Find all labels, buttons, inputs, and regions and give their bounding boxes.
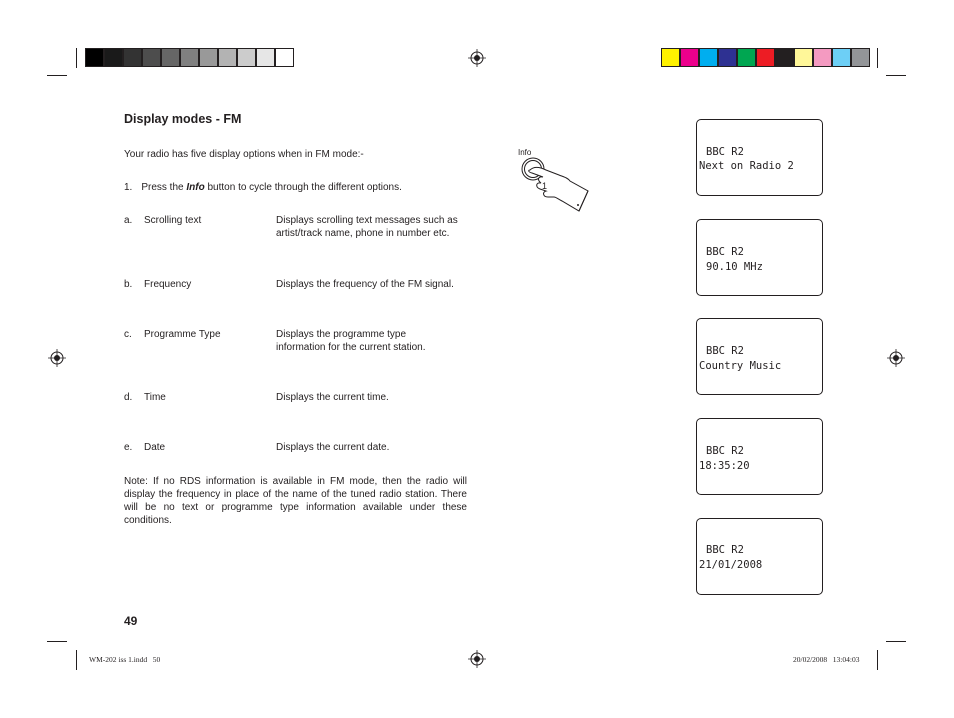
process-color-bar — [661, 48, 870, 67]
option-description-line: Displays scrolling text messages such as — [276, 215, 458, 226]
color-swatch — [85, 48, 104, 67]
color-swatch — [718, 48, 737, 67]
crop-mark — [47, 75, 67, 76]
lcd-display-scrolling-text — [696, 119, 823, 196]
color-swatch — [737, 48, 756, 67]
option-label: Programme Type — [144, 329, 221, 340]
option-description-line: Displays the programme type — [276, 329, 407, 340]
grayscale-color-bar — [85, 48, 294, 67]
step-text-after: button to cycle through the different options. — [204, 182, 402, 193]
crop-mark — [886, 641, 906, 642]
page-number: 49 — [124, 614, 138, 628]
color-swatch — [661, 48, 680, 67]
lcd-display-programme-type — [696, 318, 823, 395]
color-swatch — [813, 48, 832, 67]
crop-mark — [877, 48, 878, 68]
color-swatch — [699, 48, 718, 67]
option-label: Date — [144, 442, 166, 453]
option-description — [276, 328, 426, 354]
lcd-line-1: BBC R2 — [706, 345, 744, 357]
color-swatch — [680, 48, 699, 67]
slug-filename: WM-202 iss 1.indd 50 — [89, 655, 161, 664]
crop-mark — [76, 48, 77, 68]
crop-mark — [886, 75, 906, 76]
registration-mark-icon — [48, 349, 66, 367]
press-count-label: 1 — [542, 181, 548, 191]
crop-mark — [47, 641, 67, 642]
lcd-line-1: BBC R2 — [706, 445, 744, 457]
lcd-line-1: BBC R2 — [706, 246, 744, 258]
lcd-line-2: Country Music — [699, 360, 782, 372]
color-swatch — [142, 48, 161, 67]
option-description — [276, 278, 454, 291]
step-text-before: Press the — [141, 182, 187, 193]
option-letter: e. — [124, 442, 133, 453]
lcd-display-date — [696, 518, 823, 595]
color-swatch — [775, 48, 794, 67]
page-heading: Display modes - FM — [124, 112, 242, 126]
color-swatch — [756, 48, 775, 67]
registration-mark-icon — [468, 650, 486, 668]
crop-mark — [76, 650, 77, 670]
option-description — [276, 214, 458, 240]
option-description-line: artist/track name, phone in number etc. — [276, 228, 450, 239]
option-description-line: Displays the current date. — [276, 442, 390, 453]
registration-mark-icon — [468, 49, 486, 67]
color-swatch — [161, 48, 180, 67]
option-letter: c. — [124, 329, 132, 340]
lcd-line-1: BBC R2 — [706, 146, 744, 158]
step-emphasis: Info — [186, 182, 205, 193]
option-letter: d. — [124, 392, 133, 403]
color-swatch — [237, 48, 256, 67]
color-swatch — [104, 48, 123, 67]
option-label: Frequency — [144, 279, 192, 290]
registration-mark-icon — [887, 349, 905, 367]
color-swatch — [218, 48, 237, 67]
info-button-label: Info — [518, 148, 532, 157]
info-button-illustration — [512, 145, 592, 215]
color-swatch — [123, 48, 142, 67]
color-swatch — [832, 48, 851, 67]
color-swatch — [256, 48, 275, 67]
lcd-line-2: 18:35:20 — [699, 460, 750, 472]
lcd-line-2: 21/01/2008 — [699, 559, 763, 571]
color-swatch — [180, 48, 199, 67]
color-swatch — [794, 48, 813, 67]
option-description-line: information for the current station. — [276, 342, 426, 353]
lcd-line-2: Next on Radio 2 — [699, 160, 794, 172]
option-letter: b. — [124, 279, 133, 290]
option-description-line: Displays the frequency of the FM signal. — [276, 279, 454, 290]
lcd-display-frequency — [696, 219, 823, 296]
crop-mark — [877, 650, 878, 670]
step-instruction — [124, 181, 402, 194]
intro-text: Your radio has five display options when in FM mode:- — [124, 149, 364, 160]
note-paragraph: Note: If no RDS information is available in FM mode, then the radio will display the frequency in place of the name of the tuned radio station. There will be no text or programme type information available under these conditions. — [124, 476, 467, 526]
lcd-line-2: 90.10 MHz — [706, 261, 763, 273]
option-description — [276, 391, 389, 404]
lcd-display-time — [696, 418, 823, 495]
color-swatch — [851, 48, 870, 67]
option-letter: a. — [124, 215, 133, 226]
lcd-line-1: BBC R2 — [706, 544, 744, 556]
option-label: Scrolling text — [144, 215, 202, 226]
slug-datetime: 20/02/2008 13:04:03 — [793, 655, 860, 664]
color-swatch — [199, 48, 218, 67]
option-description — [276, 441, 389, 454]
option-description-line: Displays the current time. — [276, 392, 389, 403]
color-swatch — [275, 48, 294, 67]
option-label: Time — [144, 392, 166, 403]
finger-press-icon — [512, 145, 592, 215]
step-number: 1. — [124, 182, 133, 193]
